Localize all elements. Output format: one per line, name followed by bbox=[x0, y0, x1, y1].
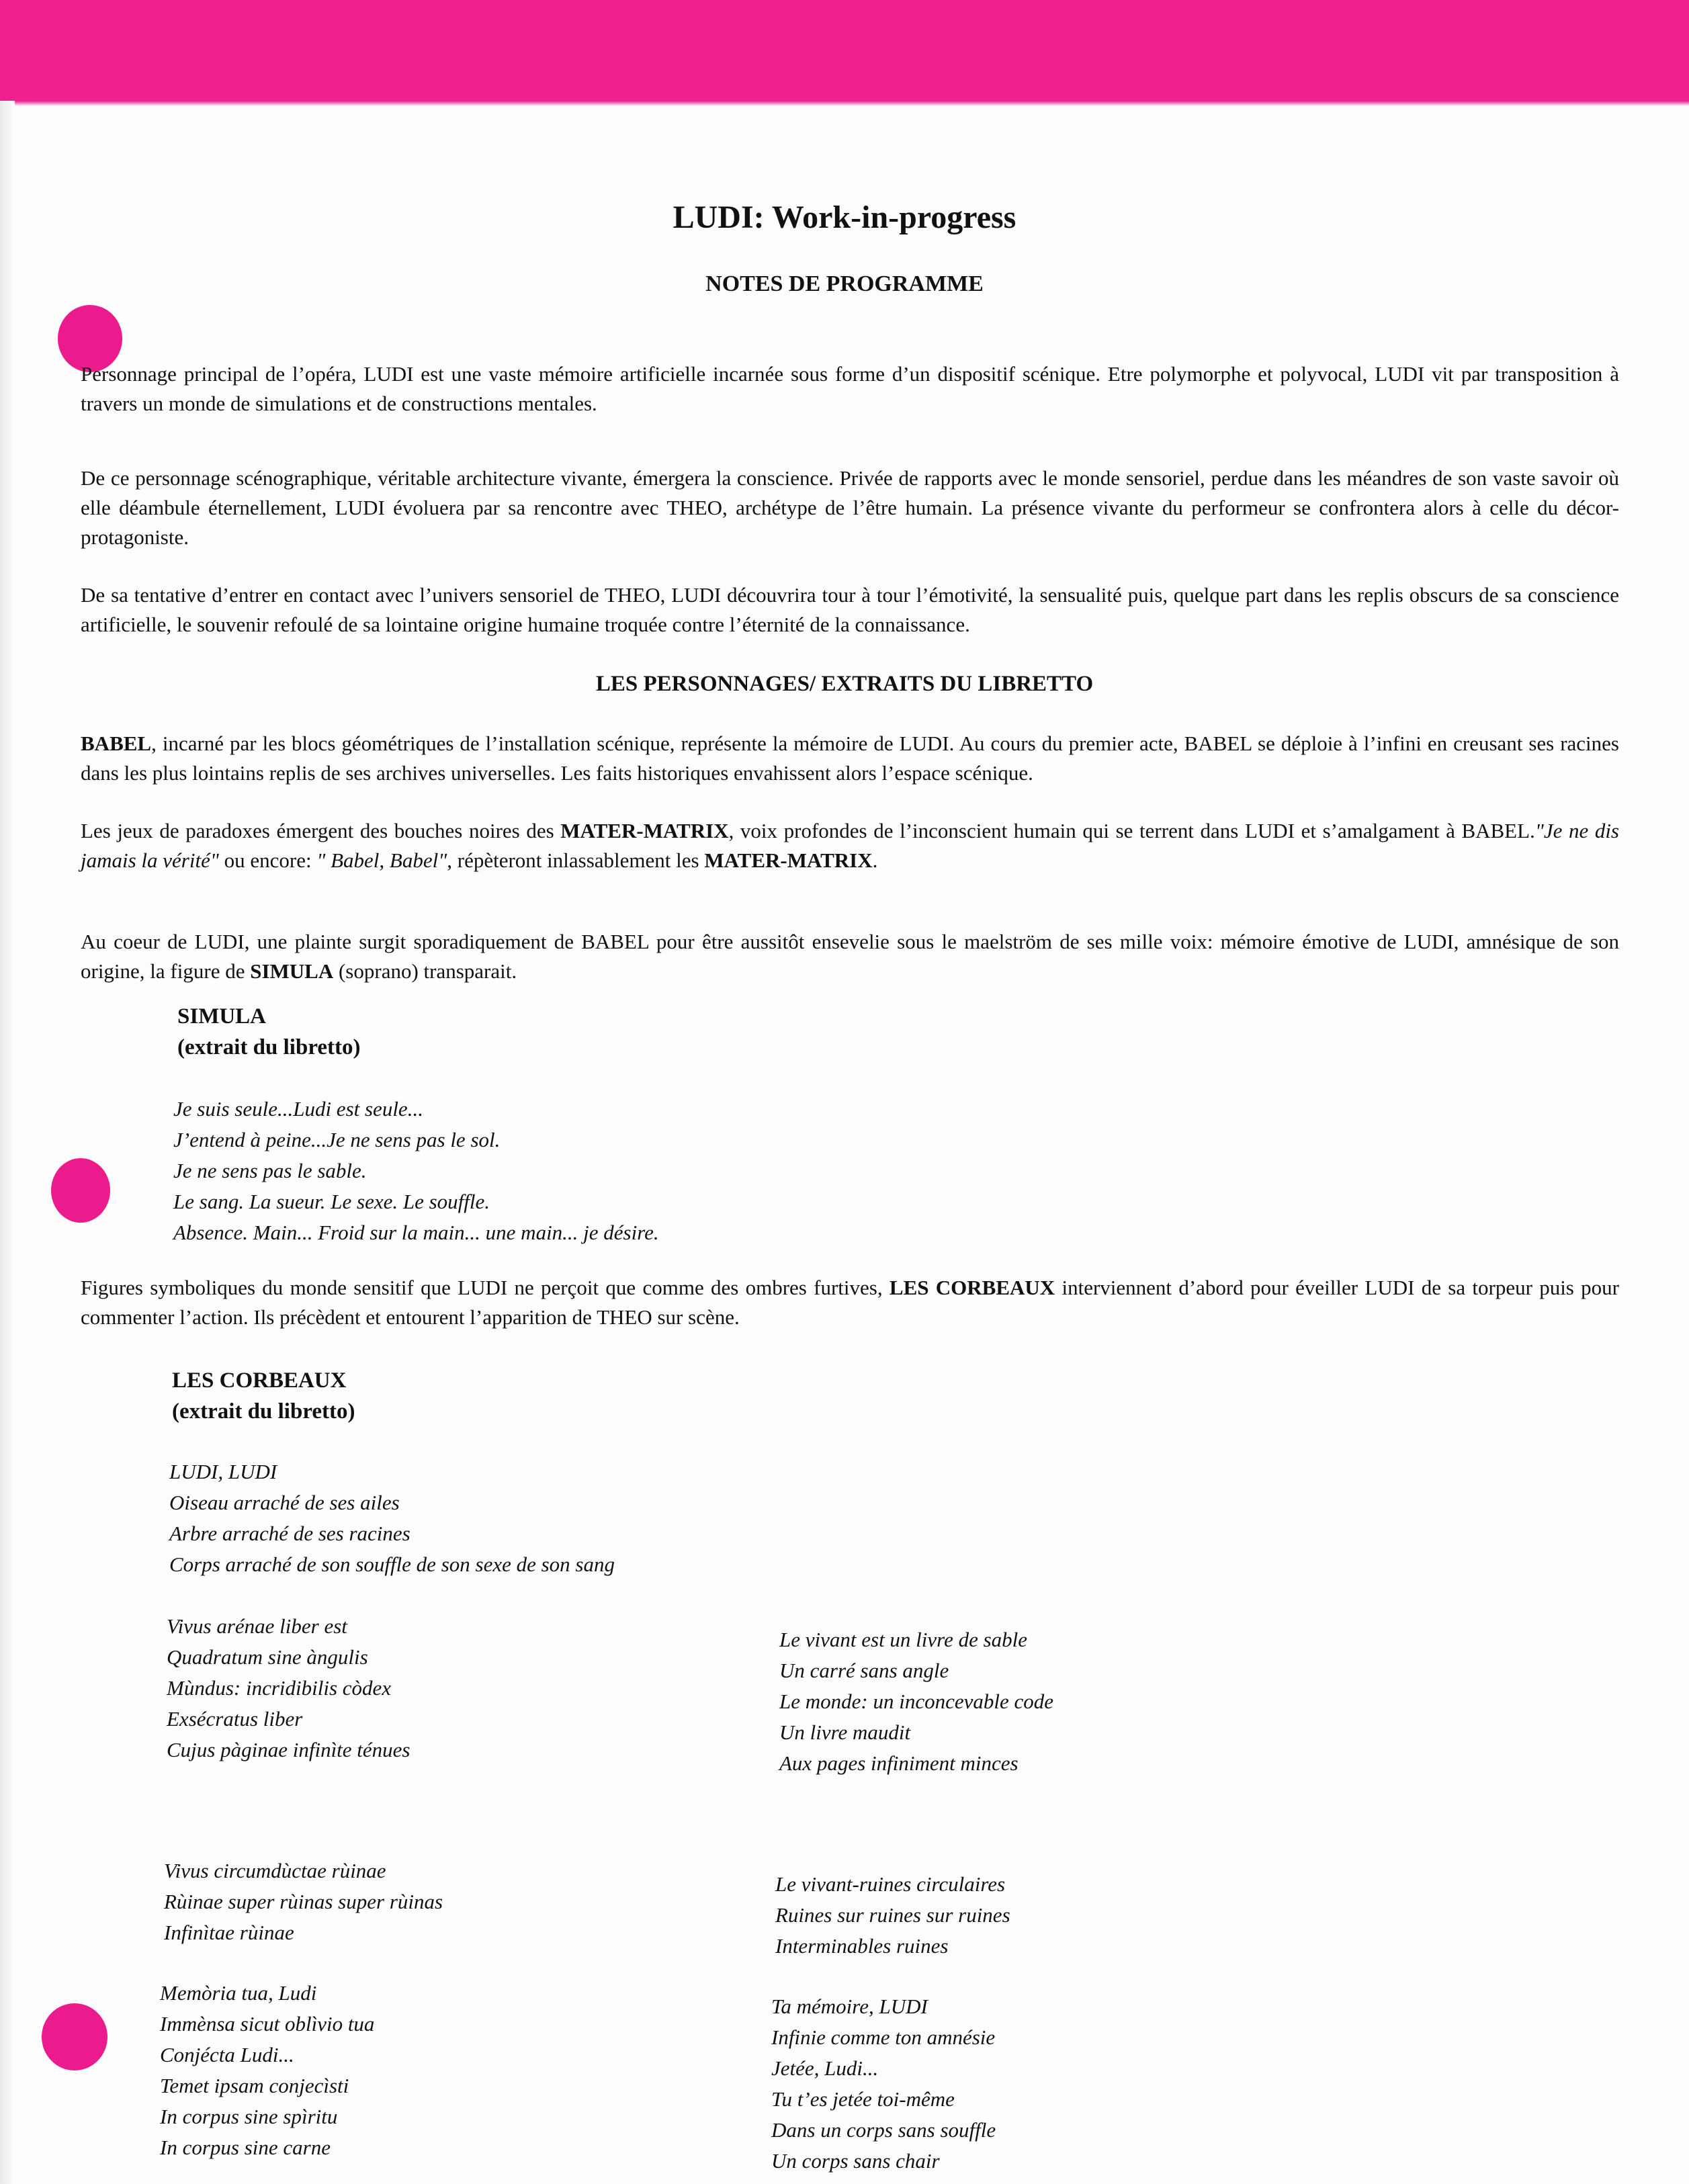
paragraph-text: Au coeur de LUDI, une plainte surgit sporadiquement de BABEL pour être aussitôt ensevelie sous le maelström de ses mille voix: mémoire émotive de LUDI, amnésique de son origine, la figure de bbox=[81, 930, 1619, 983]
simula-heading bbox=[177, 1001, 361, 1063]
verse-line: Immènsa sicut oblìvio tua bbox=[160, 2012, 375, 2036]
verse-line: Jetée, Ludi... bbox=[771, 2056, 879, 2080]
character-name: MATER-MATRIX bbox=[704, 848, 873, 872]
verse-line: Quadratum sine àngulis bbox=[167, 1645, 368, 1669]
verse-line: In corpus sine carne bbox=[160, 2136, 331, 2159]
character-name: SIMULA bbox=[250, 959, 334, 983]
verse-line: Interminables ruines bbox=[775, 1934, 949, 1958]
verse-line: Cujus pàginae infinìte ténues bbox=[167, 1738, 410, 1761]
excerpt-title: LES CORBEAUX bbox=[172, 1368, 347, 1393]
babel-paragraph bbox=[81, 729, 1619, 788]
verse-line: Mùndus: incridibilis còdex bbox=[167, 1676, 392, 1700]
verse-line: Je suis seule...Ludi est seule... bbox=[173, 1097, 423, 1121]
intro-paragraph: De ce personnage scénographique, véritable architecture vivante, émergera la conscience. Privée de rapports avec le monde sensoriel, perdue dans les méandres de son vaste savoir où elle déambule éternellement, LUDI évoluera par sa rencontre avec THEO, archétype de l’être humain. La présence vivante du performeur se confrontera alors à celle du décor-protagoniste. bbox=[81, 466, 1619, 549]
latin-stanza bbox=[164, 1855, 443, 1948]
paragraph-text: , voix profondes de l’inconscient humain qui se terrent dans LUDI et s’amalgament à BABEL. bbox=[728, 819, 1535, 842]
quote: "Je ne dis jamais la vérité" bbox=[81, 819, 1619, 872]
verse-line: Vivus arénae liber est bbox=[167, 1614, 347, 1638]
pink-top-band bbox=[0, 0, 1689, 101]
verse-line: Aux pages infiniment minces bbox=[779, 1751, 1019, 1775]
punch-hole bbox=[42, 2003, 107, 2070]
punch-hole bbox=[51, 1158, 110, 1223]
verse-line: Un livre maudit bbox=[779, 1720, 911, 1744]
paragraph-text: Figures symboliques du monde sensitif que LUDI ne perçoit que comme des ombres furtives, bbox=[81, 1276, 890, 1299]
simula-paragraph bbox=[81, 927, 1619, 986]
verse-line: Oiseau arraché de ses ailes bbox=[169, 1491, 400, 1514]
verse-line: Ruines sur ruines sur ruines bbox=[775, 1903, 1010, 1927]
verse-line: Conjécta Ludi... bbox=[160, 2043, 294, 2066]
excerpt-title: SIMULA bbox=[177, 1004, 267, 1029]
corbeaux-verse bbox=[169, 1456, 615, 1580]
verse-line: Absence. Main... Froid sur la main... une main... je désire. bbox=[173, 1221, 659, 1244]
verse-line: Corps arraché de son souffle de son sexe de son sang bbox=[169, 1553, 615, 1576]
verse-line: Je ne sens pas le sable. bbox=[173, 1159, 367, 1182]
verse-line: Le vivant-ruines circulaires bbox=[775, 1872, 1006, 1896]
paragraph-text: Les jeux de paradoxes émergent des bouches noires des bbox=[81, 819, 561, 842]
paragraph-text: , incarné par les blocs géométriques de l’installation scénique, représente la mémoire de LUDI. Au cours du premier acte, BABEL se déploie à l’infini en creusant ses racines dans les plus lointains replis de ses archives universelles. Les faits historiques envahissent alors l’espace scénique. bbox=[81, 732, 1619, 785]
verse-line: Le monde: un inconcevable code bbox=[779, 1690, 1054, 1713]
french-stanza bbox=[771, 1991, 996, 2177]
verse-line: Un carré sans angle bbox=[779, 1659, 949, 1682]
corbeaux-paragraph bbox=[81, 1273, 1619, 1332]
verse-line: Le vivant est un livre de sable bbox=[779, 1628, 1028, 1651]
intro-paragraph: Personnage principal de l’opéra, LUDI est une vaste mémoire artificielle incarnée sous forme d’un dispositif scénique. Etre polymorphe et polyvocal, LUDI vit par transposition à travers un monde de simulations et de constructions mentales. bbox=[81, 362, 1619, 415]
band-edge bbox=[0, 101, 1689, 106]
character-name: LES CORBEAUX bbox=[889, 1276, 1055, 1299]
verse-line: Infinìtae rùinae bbox=[164, 1921, 294, 1944]
verse-line: Vivus circumdùctae rùinae bbox=[164, 1859, 386, 1882]
paragraph-text: , répèteront inlassablement les bbox=[447, 848, 705, 872]
document-subtitle: NOTES DE PROGRAMME bbox=[705, 271, 984, 296]
verse-line: Tu t’es jetée toi-même bbox=[771, 2087, 955, 2111]
character-name: MATER-MATRIX bbox=[560, 819, 729, 842]
verse-line: Dans un corps sans souffle bbox=[771, 2118, 996, 2142]
verse-line: Exsécratus liber bbox=[167, 1707, 303, 1731]
verse-line: Ta mémoire, LUDI bbox=[771, 1995, 928, 2018]
verse-line: Temet ipsam conjecìsti bbox=[160, 2074, 349, 2097]
latin-stanza bbox=[160, 1978, 374, 2163]
corbeaux-heading bbox=[172, 1365, 355, 1427]
paragraph-text: ou encore: bbox=[218, 848, 317, 872]
french-stanza bbox=[779, 1624, 1053, 1779]
quote: " Babel, Babel" bbox=[316, 848, 447, 872]
simula-verse bbox=[173, 1094, 659, 1248]
paragraph-text: (soprano) transparait. bbox=[333, 959, 517, 983]
paragraph-text: interviennent d’abord pour éveiller LUDI de sa torpeur puis pour commenter l’action. Ils précèdent et entourent l’apparition de THEO sur scène. bbox=[81, 1276, 1619, 1329]
verse-line: Rùinae super rùinas super rùinas bbox=[164, 1890, 443, 1913]
verse-line: LUDI, LUDI bbox=[169, 1460, 277, 1483]
verse-line: J’entend à peine...Je ne sens pas le sol. bbox=[173, 1128, 501, 1151]
intro-paragraph: De sa tentative d’entrer en contact avec l’univers sensoriel de THEO, LUDI découvrira tour à tour l’émotivité, la sensualité puis, quelque part dans les replis obscurs de sa conscience artificielle, le souvenir refoulé de sa lointaine origine humaine troquée contre l’éternité de la connaissance. bbox=[81, 583, 1619, 636]
verse-line: Arbre arraché de ses racines bbox=[169, 1522, 410, 1545]
paragraph-text: . bbox=[872, 848, 878, 872]
document-title: LUDI: Work-in-progress bbox=[673, 200, 1016, 235]
french-stanza bbox=[775, 1869, 1010, 1962]
verse-line: Infinie comme ton amnésie bbox=[771, 2025, 996, 2049]
excerpt-subtitle: (extrait du libretto) bbox=[177, 1035, 361, 1059]
section-title: LES PERSONNAGES/ EXTRAITS DU LIBRETTO bbox=[595, 672, 1094, 696]
excerpt-subtitle: (extrait du libretto) bbox=[172, 1399, 355, 1424]
character-name: BABEL bbox=[81, 732, 152, 755]
verse-line: Un corps sans chair bbox=[771, 2149, 940, 2173]
verse-line: In corpus sine spìritu bbox=[160, 2105, 338, 2128]
verse-line: Memòria tua, Ludi bbox=[160, 1981, 317, 2005]
verse-line: Le sang. La sueur. Le sexe. Le souffle. bbox=[173, 1190, 490, 1213]
latin-stanza bbox=[167, 1611, 410, 1765]
mater-matrix-paragraph bbox=[81, 816, 1619, 875]
page-edge-shadow bbox=[0, 101, 15, 2184]
